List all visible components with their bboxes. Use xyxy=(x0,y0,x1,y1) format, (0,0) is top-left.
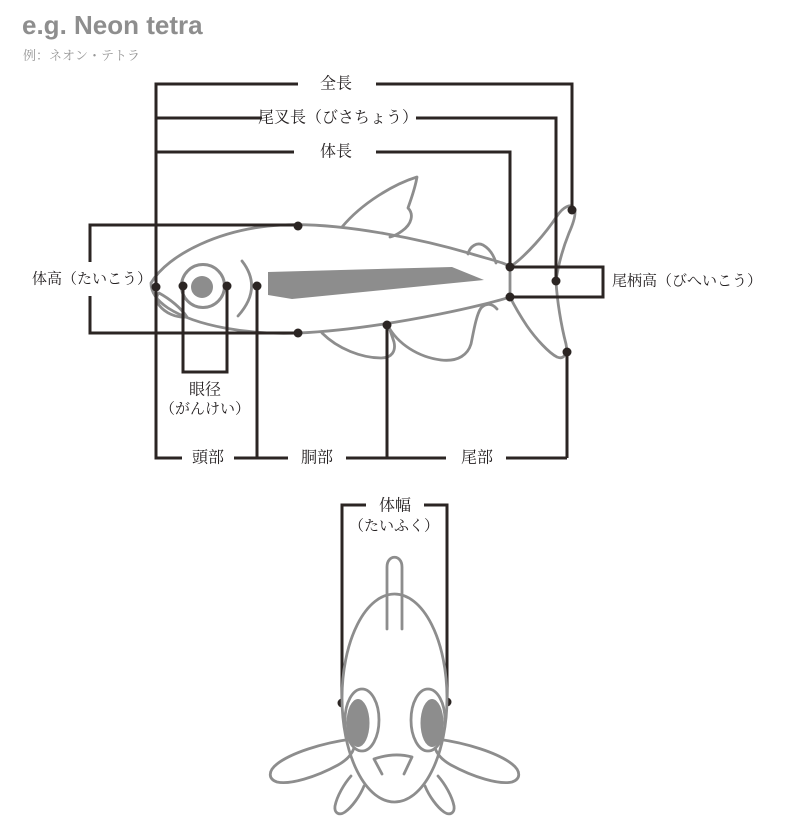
front-body-outline xyxy=(342,594,447,802)
measure-dot-caudal-fork xyxy=(552,277,561,286)
measure-dot-snout xyxy=(152,283,161,292)
eye-pupil xyxy=(191,276,213,298)
measure-dot-caudal-top-tip xyxy=(568,206,577,215)
caudal-fin-upper-lobe xyxy=(510,206,575,281)
label-body-width-line1: 体幅 xyxy=(378,497,412,515)
label-head-part: 頭部 xyxy=(191,449,225,467)
measurement-lines xyxy=(90,84,603,703)
measure-dot-gill xyxy=(253,282,262,291)
label-body-width-line2: （たいふく） xyxy=(348,517,440,535)
front-eye-right-pupil xyxy=(421,699,444,747)
measure-dot-belly-bottom xyxy=(294,329,303,338)
front-pelvic-fin-right xyxy=(425,776,454,814)
measure-dot-caudal-bottom-tip xyxy=(563,348,572,357)
measure-dot-peduncle-bottom xyxy=(506,293,515,302)
label-trunk-part: 胴部 xyxy=(300,449,334,467)
measure-dot-back-top xyxy=(294,222,303,231)
label-fork-length: 尾叉長（びさちょう） xyxy=(257,109,419,127)
front-pectoral-fin-left xyxy=(270,739,354,783)
label-tail-part: 尾部 xyxy=(460,449,494,467)
page-subtitle: 例：ネオン・テトラ xyxy=(23,48,141,63)
measure-dot-eye-front xyxy=(179,282,188,291)
front-pectoral-fin-right xyxy=(435,739,519,783)
label-caudal-peduncle-depth: 尾柄高（びへいこう） xyxy=(612,272,763,290)
label-total-length: 全長 xyxy=(319,75,353,93)
label-standard-length: 体長 xyxy=(319,143,353,161)
page-title: e.g. Neon tetra xyxy=(22,10,203,40)
measure-dot-peduncle-top xyxy=(506,263,515,272)
label-eye-diameter-line1: 眼径 xyxy=(188,381,222,399)
front-pelvic-fin-left xyxy=(335,776,364,814)
label-eye-diameter-line2: （がんけい） xyxy=(159,400,251,418)
measure-dot-anal-origin xyxy=(383,321,392,330)
label-body-depth: 体高（たいこう） xyxy=(31,270,153,288)
measure-dot-eye-back xyxy=(223,282,232,291)
total-length-right-bracket xyxy=(376,84,572,210)
caudal-fin-lower-lobe xyxy=(510,281,567,358)
front-view-fish xyxy=(270,557,519,814)
front-eye-left-pupil xyxy=(347,699,370,747)
